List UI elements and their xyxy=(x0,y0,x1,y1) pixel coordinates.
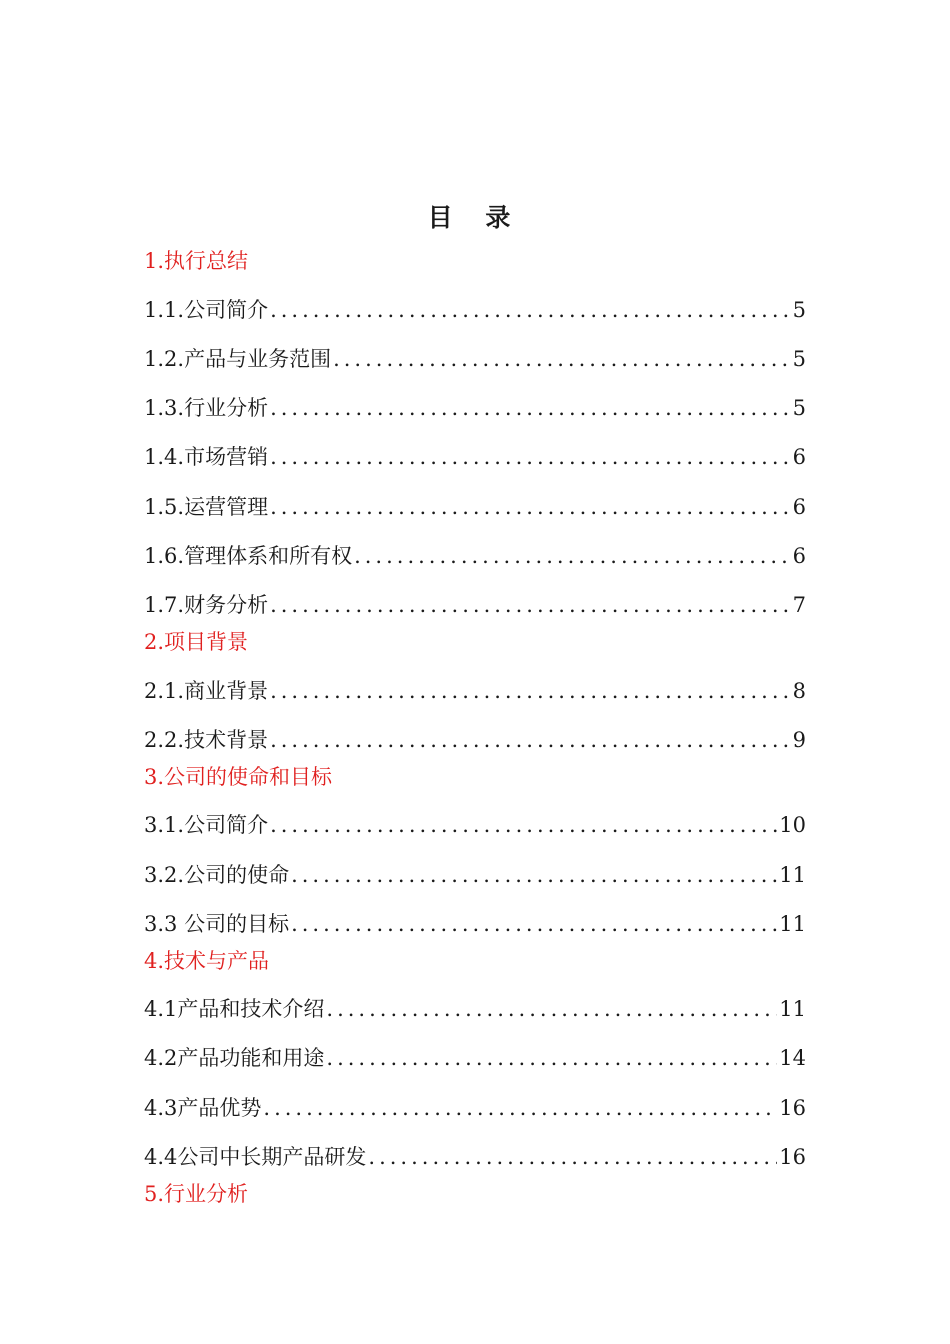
toc-entry-page: 5 xyxy=(792,396,806,420)
toc-entry-page: 11 xyxy=(779,863,806,887)
toc-entry[interactable] xyxy=(144,1142,806,1172)
toc-entry-label: 1.7.财务分析 xyxy=(144,593,269,617)
page-title: 目 录 xyxy=(427,203,523,232)
toc-section-heading[interactable]: 4.技术与产品 xyxy=(144,949,270,973)
toc-entry[interactable] xyxy=(144,909,806,939)
toc-entry[interactable] xyxy=(144,1093,806,1123)
toc-entry-page: 8 xyxy=(792,679,806,703)
dot-leader xyxy=(268,725,791,755)
toc-entry[interactable] xyxy=(144,393,806,423)
toc-entry-page: 16 xyxy=(779,1096,806,1120)
dot-leader xyxy=(352,541,791,571)
toc-entry-label: 2.1.商业背景 xyxy=(144,679,269,703)
toc-entry-label: 3.1.公司简介 xyxy=(144,813,269,837)
toc-entry[interactable] xyxy=(144,860,806,890)
dot-leader xyxy=(268,492,791,522)
toc-entry-page: 6 xyxy=(792,544,806,568)
toc-entry[interactable] xyxy=(144,1043,806,1073)
toc-entry-label: 1.4.市场营销 xyxy=(144,445,269,469)
dot-leader xyxy=(366,1142,777,1172)
toc-entry-page: 7 xyxy=(792,593,806,617)
dot-leader xyxy=(268,810,777,840)
toc-entry-label: 3.3 公司的目标 xyxy=(144,912,290,936)
toc-entry[interactable] xyxy=(144,725,806,755)
dot-leader xyxy=(331,344,791,374)
toc-section-heading[interactable]: 3.公司的使命和目标 xyxy=(144,765,333,789)
toc-entry-page: 14 xyxy=(779,1046,806,1070)
toc-entry-label: 1.1.公司简介 xyxy=(144,298,269,322)
toc-entry[interactable] xyxy=(144,492,806,522)
toc-entry-page: 6 xyxy=(792,445,806,469)
toc-entry-label: 3.2.公司的使命 xyxy=(144,863,290,887)
toc-entry-label: 1.5.运营管理 xyxy=(144,495,269,519)
toc-entry-page: 11 xyxy=(779,912,806,936)
toc-entry-page: 9 xyxy=(792,728,806,752)
dot-leader xyxy=(289,909,777,939)
dot-leader xyxy=(268,295,791,325)
toc-entry-page: 10 xyxy=(779,813,806,837)
toc-entry[interactable] xyxy=(144,810,806,840)
toc-section-heading[interactable]: 5.行业分析 xyxy=(144,1182,249,1206)
toc-entry-label: 2.2.技术背景 xyxy=(144,728,269,752)
toc-entry[interactable] xyxy=(144,442,806,472)
toc-entry[interactable] xyxy=(144,344,806,374)
toc-entry[interactable] xyxy=(144,994,806,1024)
toc-entry-page: 5 xyxy=(792,298,806,322)
toc-entry-page: 11 xyxy=(779,997,806,1021)
toc-entry-label: 4.4公司中长期产品研发 xyxy=(144,1145,367,1169)
dot-leader xyxy=(289,860,777,890)
dot-leader xyxy=(268,590,791,620)
dot-leader xyxy=(268,676,791,706)
toc-entry-label: 1.6.管理体系和所有权 xyxy=(144,544,353,568)
dot-leader xyxy=(261,1093,777,1123)
toc-section-heading[interactable]: 2.项目背景 xyxy=(144,630,249,654)
toc-entry-page: 6 xyxy=(792,495,806,519)
toc-entry[interactable] xyxy=(144,676,806,706)
toc-entry[interactable] xyxy=(144,541,806,571)
toc-entry[interactable] xyxy=(144,590,806,620)
toc-entry[interactable] xyxy=(144,295,806,325)
toc-entry-label: 4.3产品优势 xyxy=(144,1096,262,1120)
dot-leader xyxy=(324,994,777,1024)
toc-entry-label: 1.2.产品与业务范围 xyxy=(144,347,332,371)
dot-leader xyxy=(268,393,791,423)
dot-leader xyxy=(324,1043,777,1073)
dot-leader xyxy=(268,442,791,472)
toc-section-heading[interactable]: 1.执行总结 xyxy=(144,249,249,273)
toc-entry-page: 16 xyxy=(779,1145,806,1169)
toc-entry-page: 5 xyxy=(792,347,806,371)
toc-entry-label: 1.3.行业分析 xyxy=(144,396,269,420)
toc-entry-label: 4.2产品功能和用途 xyxy=(144,1046,325,1070)
toc-entry-label: 4.1产品和技术介绍 xyxy=(144,997,325,1021)
